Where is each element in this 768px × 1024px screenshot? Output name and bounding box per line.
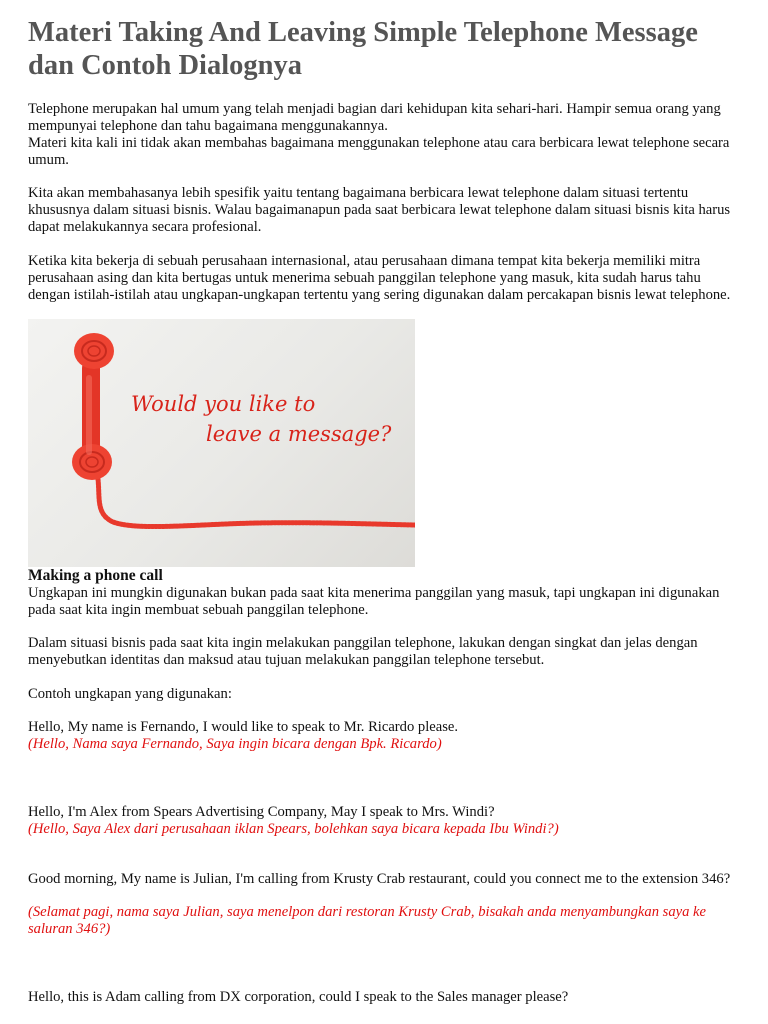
example-1-english: Hello, My name is Fernando, I would like to speak to Mr. Ricardo please. [28,719,459,735]
example-2-translation: (Hello, Saya Alex dari perusahaan iklan Spears, bolehkan saya bicara kepada Ibu Windi?) [28,821,559,837]
example-2-english: Hello, I'm Alex from Spears Advertising Company, May I speak to Mrs. Windi? [28,804,495,820]
image-caption-line-1: Would you like to [131,392,316,416]
image-caption-line-2: leave a message? [206,422,392,446]
section-paragraph-1: Ungkapan ini mungkin digunakan bukan pada saat kita menerima panggilan yang masuk, tapi ungkapan ini digunakan pada saat kita ingin membuat sebuah panggilan telephone. [28,585,720,618]
page-title: Materi Taking And Leaving Simple Telephone Message dan Contoh Dialognya [28,17,698,81]
section-heading: Making a phone call [28,567,163,584]
example-3-english: Good morning, My name is Julian, I'm calling from Krusty Crab restaurant, could you connect me to the extension 346? [28,871,731,887]
phone-cord [98,479,415,527]
section-paragraph-2: Dalam situasi bisnis pada saat kita ingin melakukan panggilan telephone, lakukan dengan singkat dan jelas dengan menyebutkan identitas dan maksud atau tujuan melakukan panggilan telephone tersebut. [28,635,698,668]
telephone-photo [28,319,415,567]
intro-paragraph-4: Ketika kita bekerja di sebuah perusahaan internasional, atau perusahaan dimana tempat kita bekerja memiliki mitra perusahaan asing dan kita bertugas untuk menerima sebuah panggilan telephone yang masuk, kita sudah harus tahu dengan istilah-istilah atau ungkapan-ungkapan tertentu yang sering digunakan dalam percakapan bisnis lewat telephone. [28,253,731,303]
handset-icon [72,333,114,480]
section-paragraph-3: Contoh ungkapan yang digunakan: [28,686,232,702]
example-4-english: Hello, this is Adam calling from DX corporation, could I speak to the Sales manager please? [28,989,569,1005]
intro-paragraph-2: Materi kita kali ini tidak akan membahas bagaimana menggunakan telephone atau cara berbicara lewat telephone secara umum. [28,135,730,168]
example-1-translation: (Hello, Nama saya Fernando, Saya ingin bicara dengan Bpk. Ricardo) [28,736,442,752]
example-3-translation: (Selamat pagi, nama saya Julian, saya menelpon dari restoran Krusty Crab, bisakah anda menyambungkan saya ke saluran 346?) [28,904,706,937]
intro-paragraph-3: Kita akan membahasanya lebih spesifik yaitu tentang bagaimana berbicara lewat telephone dalam situasi tertentu khususnya dalam situasi bisnis. Walau bagaimanapun pada saat berbicara lewat telephone dalam situasi bisnis kita harus dapat melakukannya secara profesional. [28,185,731,235]
intro-paragraph-1: Telephone merupakan hal umum yang telah menjadi bagian dari kehidupan kita sehari-hari. Hampir semua orang yang mempunyai telephone dan tahu bagaimana menggunakannya. [28,101,721,134]
red-telephone-illustration [28,319,415,567]
